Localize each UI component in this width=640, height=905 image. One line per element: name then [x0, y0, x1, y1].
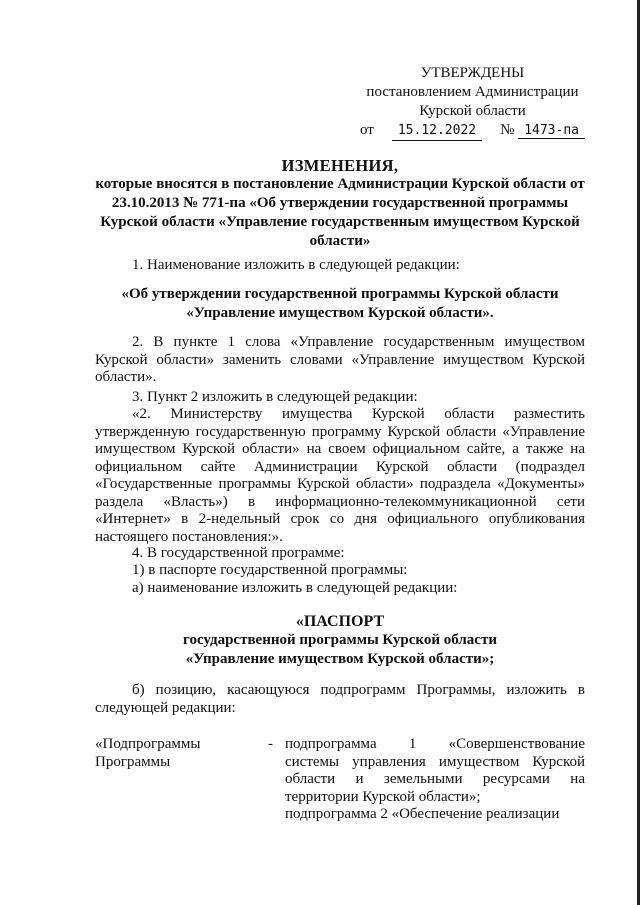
- passport-heading-block: [95, 612, 585, 669]
- subprograms-content: [285, 736, 585, 824]
- passport-heading: «ПАСПОРТ: [295, 613, 385, 630]
- approval-line-2: постановлением Администрации: [366, 84, 579, 100]
- from-label: от: [360, 122, 374, 138]
- title-heading: ИЗМЕНЕНИЯ,: [281, 156, 399, 175]
- approval-stamp: [360, 64, 585, 141]
- subprogram-1: подпрограмма 1 «Совершенствование системы управления имуществом Курской области и земельными ресурсами на территории Курской области»;: [285, 736, 585, 805]
- approval-number: 1473-па: [518, 123, 585, 139]
- subprogram-2: подпрограмма 2 «Обеспечение реализации: [285, 806, 560, 822]
- passport-line-3: «Управление имуществом Курской области»;: [185, 651, 495, 667]
- paragraph-4: 4. В государственной программе:: [132, 545, 345, 561]
- subprograms-label: «Подпрограммы Программы: [95, 736, 201, 770]
- approval-date: 15.12.2022: [392, 121, 482, 141]
- number-group: [500, 121, 585, 140]
- paragraph-4-b: б) позицию, касающуюся подпрограмм Программы, изложить в следующей редакции:: [95, 682, 585, 716]
- subprograms-row: [95, 736, 585, 846]
- number-label: №: [500, 122, 515, 138]
- paragraph-3-text: «2. Министерству имущества Курской области разместить утвержденную государственную программу Курской области «Управление имуществом Курской области» на своем официальном сайте, а также на официальном сайте Администрации Курской области (подраздел «Государственные программы Курской области» подраздела «Документы» раздела «Власть») в информационно-телекоммуникационной сети «Интернет» в 2-недельный срок со дня официального опубликования настоящего постановления:».: [95, 406, 585, 545]
- quote-title: «Об утверждении государственной программы Курской области «Управление имуществом Курской области».: [121, 286, 559, 321]
- paragraph-4-a: а) наименование изложить в следующей редакции:: [132, 580, 458, 596]
- paragraph-1: 1. Наименование изложить в следующей редакции:: [132, 257, 460, 273]
- paragraph-3: 3. Пункт 2 изложить в следующей редакции:: [132, 389, 418, 405]
- approval-date-line: [360, 121, 585, 141]
- row-dash: -: [268, 736, 273, 752]
- document-title: [95, 156, 585, 251]
- passport-line-2: государственной программы Курской области: [183, 632, 497, 648]
- paragraph-4-1: 1) в паспорте государственной программы:: [132, 562, 408, 578]
- paragraph-2: 2. В пункте 1 слова «Управление государственным имуществом Курской области» заменить словами «Управление имуществом Курской области».: [95, 334, 585, 385]
- approval-title: УТВЕРЖДЕНЫ: [420, 65, 525, 81]
- title-subtitle: которые вносятся в постановление Администрации Курской области от 23.10.2013 № 771-па «Об утверждении государственной программы Курской области «Управление государственным имуществом Курской области»: [95, 176, 585, 249]
- approval-line-3: Курской области: [419, 103, 526, 119]
